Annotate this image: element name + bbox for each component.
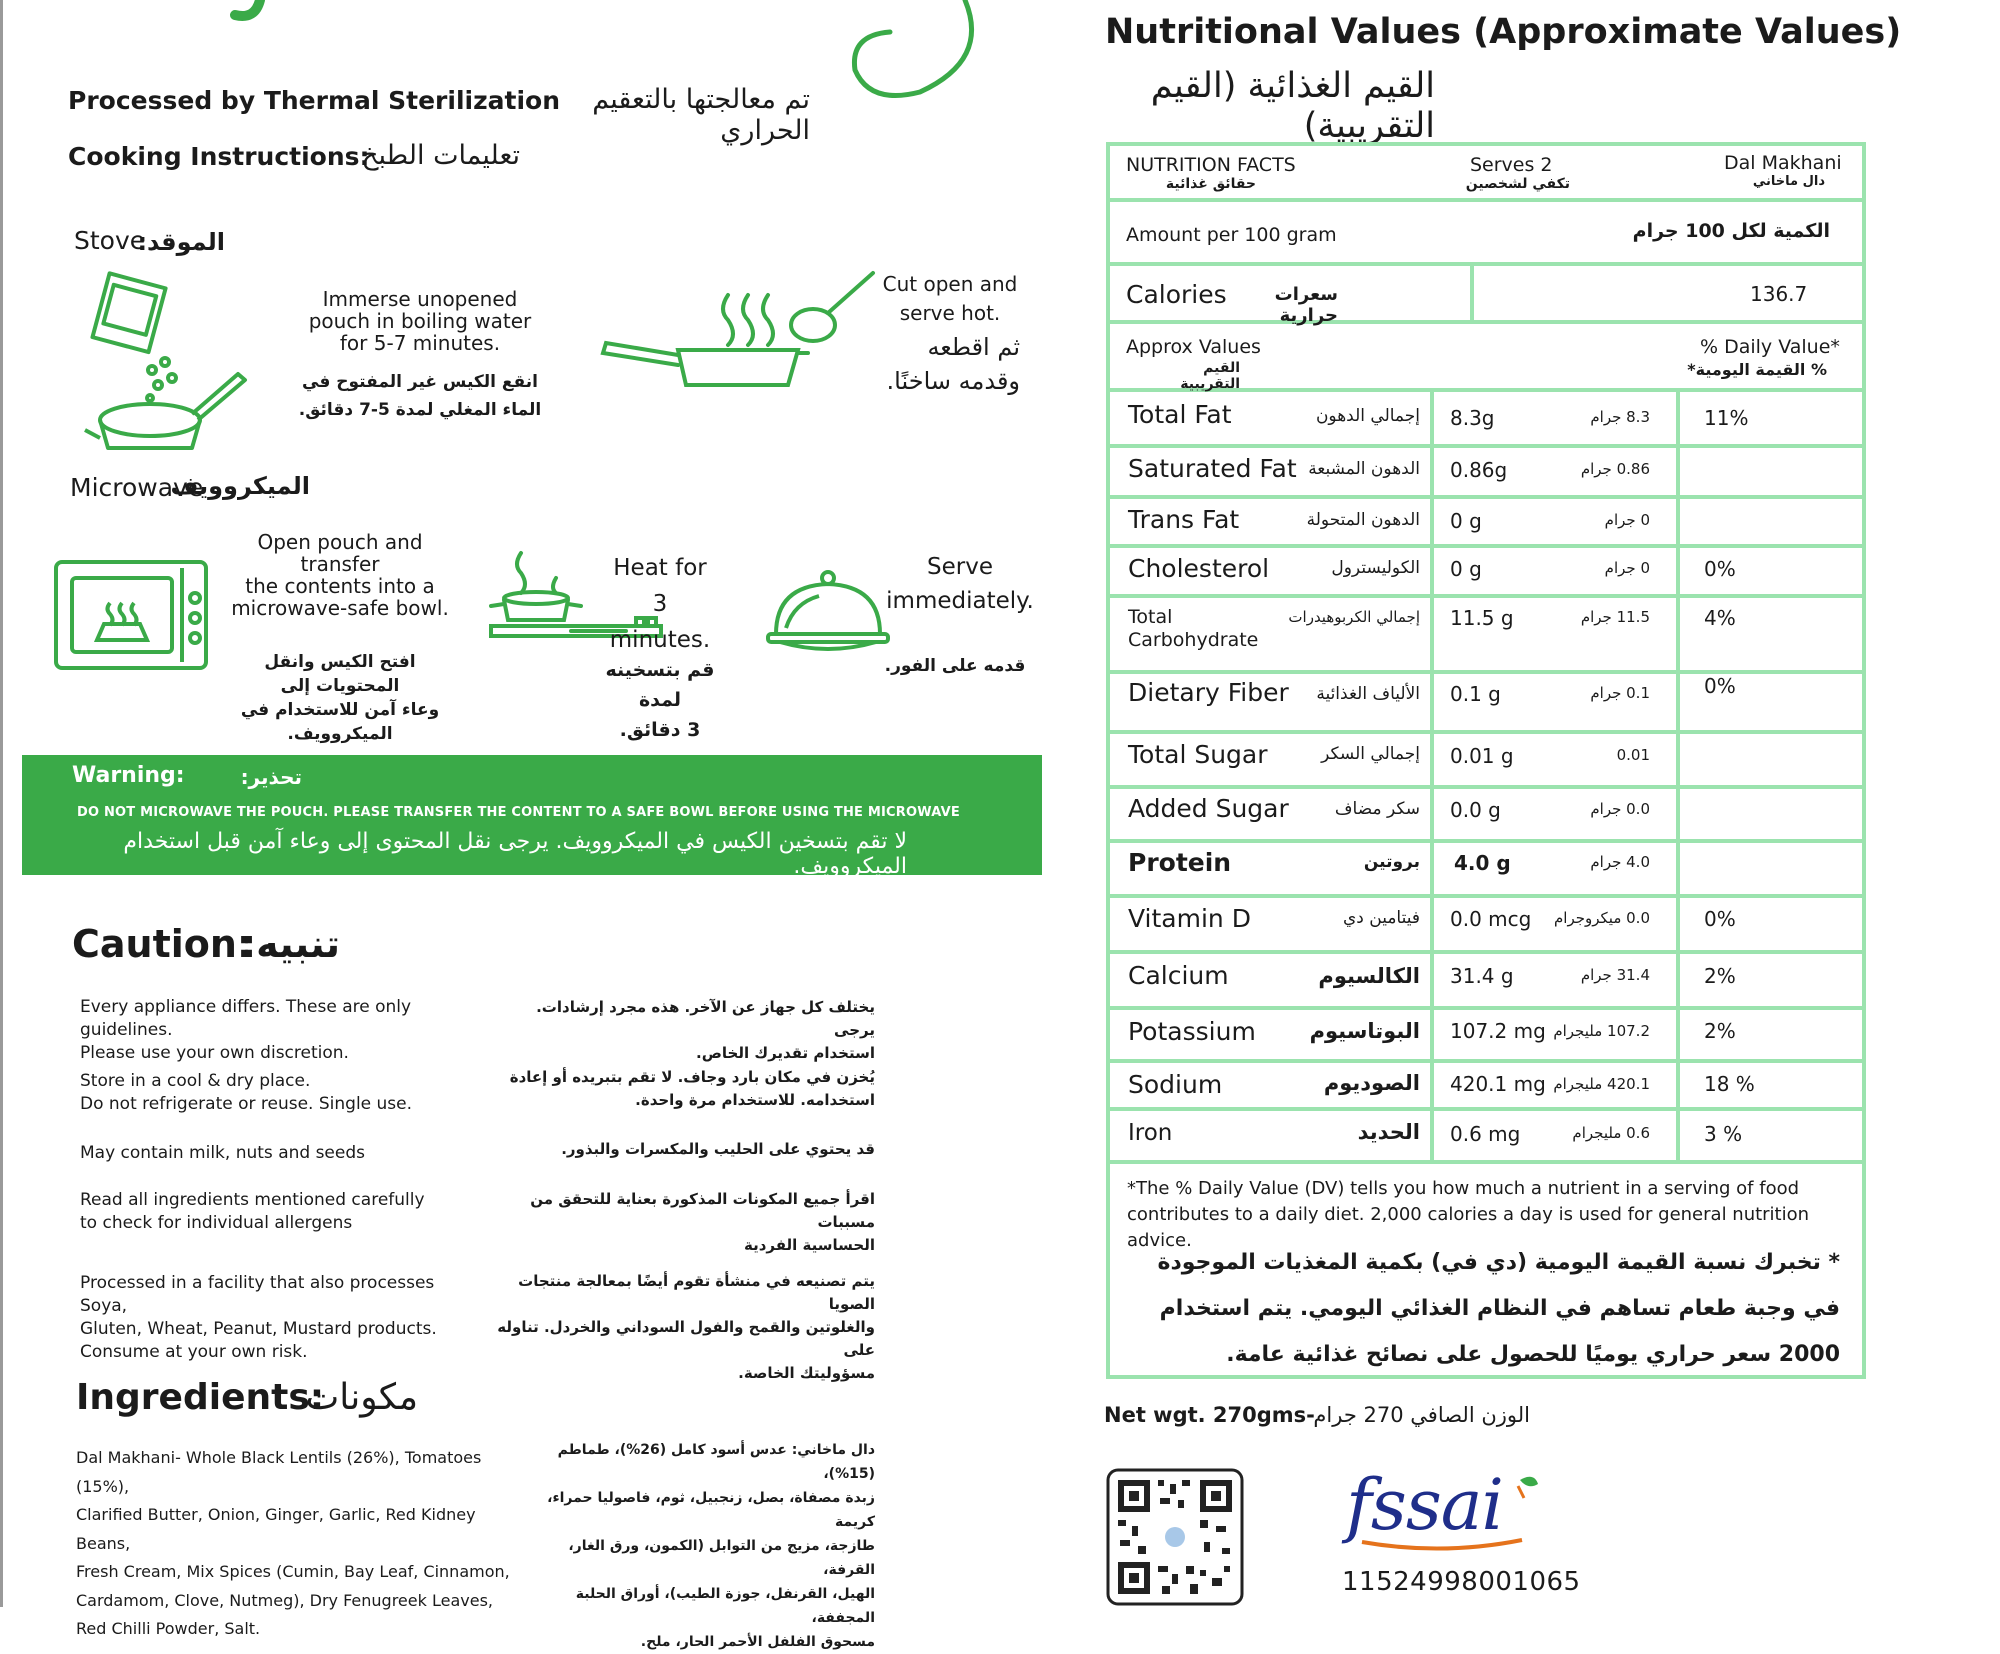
amount-label: Amount per 100 gram <box>1126 224 1337 246</box>
product-name: Dal Makhani <box>1724 152 1842 174</box>
caution-item-line: Do not refrigerate or reuse. Single use. <box>80 1094 413 1114</box>
nutrient-value: 8.3g <box>1450 406 1495 430</box>
microwave-step1-line: transfer <box>300 552 380 576</box>
calories-value: 136.7 <box>1750 282 1808 306</box>
ingredients-ar-line: دال ماخاني: عدس أسود كامل (26%)، طماطم (15%)، <box>557 1442 875 1482</box>
cooking-instructions-label: Cooking Instructions: <box>68 142 370 171</box>
nutrient-value: 0.6 mg <box>1450 1122 1521 1146</box>
fssai-wordmark: fssai <box>1346 1464 1503 1546</box>
nutrient-name-ar: الصوديوم <box>1323 1071 1420 1095</box>
nutrition-title-ar: القيم الغذائية (القيم التقريبية) <box>1150 66 1435 146</box>
processed-label: Processed by Thermal Sterilization <box>68 86 561 115</box>
nutrient-name-ar: فيتامين دي <box>1342 908 1420 928</box>
stove-step2-ar-line: وقدمه ساخنًا. <box>886 367 1020 395</box>
microwave-label: Microwave <box>70 473 204 502</box>
nutrition-title: Nutritional Values (Approximate Values) <box>1105 12 1902 52</box>
ingredients-title-ar: مكونات <box>305 1377 418 1418</box>
nutrient-name: Iron <box>1128 1120 1173 1146</box>
nutrient-name: Vitamin D <box>1128 904 1251 933</box>
caution-item-ar-line: الحساسية الفردية <box>743 1236 875 1254</box>
microwave-step1-ar-line: الميكروويف. <box>287 724 393 744</box>
daily-value-footnote-ar: * تخبرك نسبة القيمة اليومية (دي في) بكمية المغذيات الموجودة في وجبة طعام تساهم في النظام الغذائي اليومي. يتم استخدام 2000 سعر حراري يوميًا للحصول على نصائح غذائية عامة. <box>1157 1250 1840 1367</box>
nutrient-value-ar: 0.0 ميكروجرام <box>1554 909 1650 927</box>
frying-pan-serve-icon <box>598 265 888 395</box>
page-edge <box>0 0 3 1607</box>
nutrient-name: Sodium <box>1128 1070 1223 1099</box>
stove-step1-line: pouch in boiling water <box>308 309 532 333</box>
serves-label: Serves 2 <box>1470 154 1553 176</box>
nutrient-value-ar: 8.3 جرام <box>1590 408 1650 426</box>
nutrient-value-ar: 107.2 مليجرام <box>1553 1022 1650 1040</box>
ingredients-ar-line: زبدة مصفاة، بصل، زنجبيل، ثوم، فاصوليا حمراء، كريمة <box>547 1490 875 1530</box>
calories-label-ar: سعرات حرارية <box>1274 284 1338 326</box>
nutrient-value: 420.1 mg <box>1450 1072 1546 1096</box>
nutrient-name: Calcium <box>1128 961 1229 990</box>
calories-label: Calories <box>1126 280 1227 309</box>
caution-item-line: Consume at your own risk. <box>80 1342 308 1362</box>
caution-item-line: May contain milk, nuts and seeds <box>80 1143 365 1163</box>
microwave-step3-line: immediately. <box>886 588 1034 614</box>
nutrient-name-ar: إجمالي السكر <box>1321 744 1420 764</box>
microwave-step1-line: Open pouch and <box>257 530 423 554</box>
nutrient-name-ar: الألياف الغذائية <box>1316 684 1420 704</box>
nutrient-name-ar: بروتين <box>1363 852 1420 872</box>
product-name-ar: دال ماخاني <box>1752 174 1825 189</box>
caution-item-line: Processed in a facility that also processes Soya, <box>80 1273 435 1316</box>
nutrient-value-ar: 4.0 جرام <box>1590 853 1650 871</box>
caution-title: Caution: <box>72 922 253 966</box>
nutrient-name-ar: الكالسيوم <box>1318 964 1420 988</box>
processed-label-ar: تم معالجتها بالتعقيم الحراري <box>592 84 810 146</box>
microwave-step2-ar-line: قم بتسخينه لمدة <box>605 659 715 711</box>
nutrient-name: Total Carbohydrate <box>1128 606 1259 651</box>
ingredients-ar-line: الهيل، القرنفل، جوزة الطيب)، أوراق الحلبة المجففة، <box>575 1586 875 1626</box>
warning-text-ar: لا تقم بتسخين الكيس في الميكروويف. يرجى نقل المحتوى إلى وعاء آمن قبل استخدام الميكروويف. <box>123 829 907 879</box>
caution-item-line: Gluten, Wheat, Peanut, Mustard products. <box>80 1319 437 1339</box>
ingredients-line: Red Chilli Powder, Salt. <box>76 1619 261 1638</box>
nutrient-value: 31.4 g <box>1450 964 1514 988</box>
nutrient-name: Total Fat <box>1128 400 1232 429</box>
microwave-step1-ar-line: افتح الكيس وانقل المحتويات إلى <box>264 652 416 696</box>
nutrient-daily-value: 2% <box>1704 964 1736 988</box>
nutrient-name: Saturated Fat <box>1128 454 1297 483</box>
nutrient-name-ar: إجمالي الدهون <box>1315 406 1420 426</box>
nutrient-value: 0.0 mcg <box>1450 907 1532 931</box>
daily-value-footnote: *The % Daily Value (DV) tells you how much a nutrient in a serving of food contributes to a daily diet. 2,000 calories a day is used for general nutrition advice. <box>1127 1178 1810 1251</box>
ingredients-line: Fresh Cream, Mix Spices (Cumin, Bay Leaf, Cinnamon, <box>76 1562 510 1581</box>
nutrient-daily-value: 2% <box>1704 1019 1736 1043</box>
caution-item-ar-line: والغلوتين والقمح والفول السوداني والخردل. تناوله على <box>497 1318 875 1359</box>
nutrient-value: 0 g <box>1450 557 1482 581</box>
microwave-label-ar: الميكروويف <box>170 472 310 500</box>
pouch-pan-icon <box>80 270 250 450</box>
ingredients-ar-line: مسحوق الفلفل الأحمر الحار، ملح. <box>640 1634 875 1650</box>
nutrient-value: 4.0 g <box>1454 851 1511 875</box>
warning-title: Warning: <box>72 763 185 788</box>
microwave-step2-line: 3 minutes. <box>609 591 711 653</box>
nutrient-value: 0.0 g <box>1450 798 1501 822</box>
nutrient-name-ar: إجمالي الكربوهيدرات <box>1288 608 1420 626</box>
microwave-step1-line: the contents into a <box>245 574 435 598</box>
stove-step2-line: serve hot. <box>899 301 1001 325</box>
stove-label: Stove <box>74 226 146 255</box>
nutrient-value: 0.1 g <box>1450 682 1501 706</box>
nutrient-value: 0.01 g <box>1450 744 1514 768</box>
ingredients-line: Dal Makhani- Whole Black Lentils (26%), Tomatoes (15%), <box>76 1448 482 1496</box>
ingredients-line: Cardamom, Clove, Nutmeg), Dry Fenugreek Leaves, <box>76 1590 493 1610</box>
nutrient-name: Trans Fat <box>1128 505 1240 534</box>
amount-label-ar: الكمية لكل 100 جرام <box>1632 220 1830 242</box>
nutrient-name-ar: البوتاسيوم <box>1309 1019 1420 1043</box>
caution-item-line: Read all ingredients mentioned carefully <box>80 1190 425 1210</box>
nutrient-value: 107.2 mg <box>1450 1019 1546 1043</box>
nutrient-value-ar: 0.86 جرام <box>1580 460 1650 478</box>
microwave-step1-line: microwave-safe bowl. <box>231 596 449 620</box>
nutrition-facts-label: NUTRITION FACTS <box>1126 154 1296 176</box>
nutrient-value: 0.86g <box>1450 458 1508 482</box>
stove-step1-line: Immerse unopened <box>322 287 518 311</box>
nutrient-name-ar: الدهون المتحولة <box>1306 510 1420 530</box>
ingredients-title: Ingredients: <box>76 1377 325 1418</box>
nutrient-name: Potassium <box>1128 1017 1256 1046</box>
nutrient-daily-value: 0% <box>1704 557 1736 581</box>
caution-item-ar-line: اقرأ جميع المكونات المذكورة بعناية للتحقق من مسببات <box>530 1190 875 1231</box>
net-weight: Net wgt. 270gms- <box>1104 1403 1315 1427</box>
nutrient-daily-value: 18 % <box>1704 1072 1755 1096</box>
caution-item-line: Store in a cool & dry place. <box>80 1071 311 1091</box>
caution-item-ar-line: قد يحتوي على الحليب والمكسرات والبذور. <box>561 1140 875 1158</box>
microwave-step2-ar-line: 3 دقائق. <box>619 719 701 741</box>
cloche-icon <box>764 568 894 658</box>
microwave-step1-ar-line: وعاء آمن للاستخدام في <box>240 700 440 720</box>
caution-item-line: to check for individual allergens <box>80 1213 353 1233</box>
stove-step2-ar-line: ثم اقطعه <box>927 333 1020 361</box>
stove-step1-ar-line: الماء المغلي لمدة 5-7 دقائق. <box>298 400 542 420</box>
caution-item-ar-line: يتم تصنيعه في منشأة تقوم أيضًا بمعالجة منتجات الصويا <box>518 1272 875 1313</box>
fssai-license-number: 11524998001065 <box>1342 1567 1581 1597</box>
approx-label: Approx Values <box>1126 336 1261 358</box>
caution-item-ar-line: يختلف كل جهاز عن الآخر. هذه مجرد إرشادات. يرجى <box>536 998 875 1039</box>
nutrient-value-ar: 0.6 مليجرام <box>1572 1124 1650 1142</box>
net-weight-ar: الوزن الصافي 270 جرام <box>1313 1403 1530 1427</box>
nutrient-value: 0 g <box>1450 509 1482 533</box>
nutrient-value-ar: 0.01 <box>1616 746 1650 764</box>
nutrient-daily-value: 4% <box>1704 606 1736 630</box>
nutrient-name-ar: الكوليسترول <box>1331 558 1420 578</box>
ingredients-ar-line: طازجة، مزيج من التوابل (الكمون، ورق الغار، القرفة، <box>568 1538 875 1578</box>
nutrient-value-ar: 0 جرام <box>1604 559 1650 577</box>
fssai-logo <box>1342 1464 1542 1560</box>
nutrient-daily-value: 0% <box>1704 907 1736 931</box>
nutrient-daily-value: 11% <box>1704 406 1749 430</box>
caution-item-ar-line: مسؤوليتك الخاصة. <box>738 1364 875 1382</box>
nutrient-name-ar: الدهون المشبعة <box>1308 459 1420 479</box>
nutrient-daily-value: 0% <box>1704 674 1736 698</box>
nutrient-name: Protein <box>1128 848 1232 877</box>
caution-item-line: Every appliance differs. These are only guidelines. <box>80 997 412 1040</box>
nutrient-name: Total Sugar <box>1128 740 1268 769</box>
caution-item-ar-line: يُخزن في مكان بارد وجاف. لا تقم بتبريده أو إعادة <box>509 1068 875 1086</box>
nutrient-value-ar: 11.5 جرام <box>1580 608 1650 626</box>
nutrient-daily-value: 3 % <box>1704 1122 1743 1146</box>
nutrient-name-ar: سكر مضاف <box>1334 799 1420 819</box>
nutrient-name: Dietary Fiber <box>1128 678 1289 707</box>
daily-value-label: % Daily Value* <box>1700 336 1840 358</box>
warning-title-ar: تحذير: <box>240 765 302 789</box>
caution-item-line: Please use your own discretion. <box>80 1043 349 1063</box>
microwave-step3-ar: قدمه على الفور. <box>884 656 1026 676</box>
nutrient-name: Cholesterol <box>1128 554 1270 583</box>
stove-step1-ar-line: انقع الكيس غير المفتوح في <box>302 372 538 392</box>
nutrition-facts-label-ar: حقائق غذائية <box>1165 176 1256 192</box>
microwave-icon <box>52 558 212 673</box>
cooking-instructions-label-ar: تعليمات الطبخ <box>361 140 520 171</box>
caution-item-ar-line: استخدامه. للاستخدام مرة واحدة. <box>635 1091 875 1109</box>
stove-step1-line: for 5-7 minutes. <box>339 331 501 355</box>
serves-label-ar: تكفي لشخصين <box>1465 176 1570 192</box>
nutrient-value-ar: 420.1 مليجرام <box>1553 1075 1650 1093</box>
nutrient-name: Added Sugar <box>1128 794 1289 823</box>
nutrient-value-ar: 31.4 جرام <box>1580 966 1650 984</box>
nutrient-value-ar: 0.0 جرام <box>1590 800 1650 818</box>
daily-value-label-ar: % القيمة اليومية* <box>1687 360 1827 379</box>
caution-title-ar: تنبيه: <box>240 922 340 966</box>
microwave-step2-line: Heat for <box>613 555 707 581</box>
stove-label-ar: الموقد: <box>137 228 225 256</box>
approx-label-ar: القيم التقريبية <box>1180 360 1240 392</box>
nutrient-value: 11.5 g <box>1450 606 1514 630</box>
stove-step2-line: Cut open and <box>882 272 1018 296</box>
caution-item-ar-line: استخدام تقديرك الخاص. <box>696 1044 875 1062</box>
microwave-step3-line: Serve <box>927 554 993 580</box>
nutrient-name-ar: الحديد <box>1357 1120 1420 1144</box>
nutrient-value-ar: 0.1 جرام <box>1590 684 1650 702</box>
qr-code-icon[interactable] <box>1108 1470 1242 1604</box>
warning-banner <box>22 755 1042 879</box>
warning-text: DO NOT MICROWAVE THE POUCH. PLEASE TRANSFER THE CONTENT TO A SAFE BOWL BEFORE USING THE MICROWAVE <box>77 805 960 820</box>
nutrient-value-ar: 0 جرام <box>1604 511 1650 529</box>
ingredients-line: Clarified Butter, Onion, Ginger, Garlic, Red Kidney Beans, <box>76 1505 476 1553</box>
